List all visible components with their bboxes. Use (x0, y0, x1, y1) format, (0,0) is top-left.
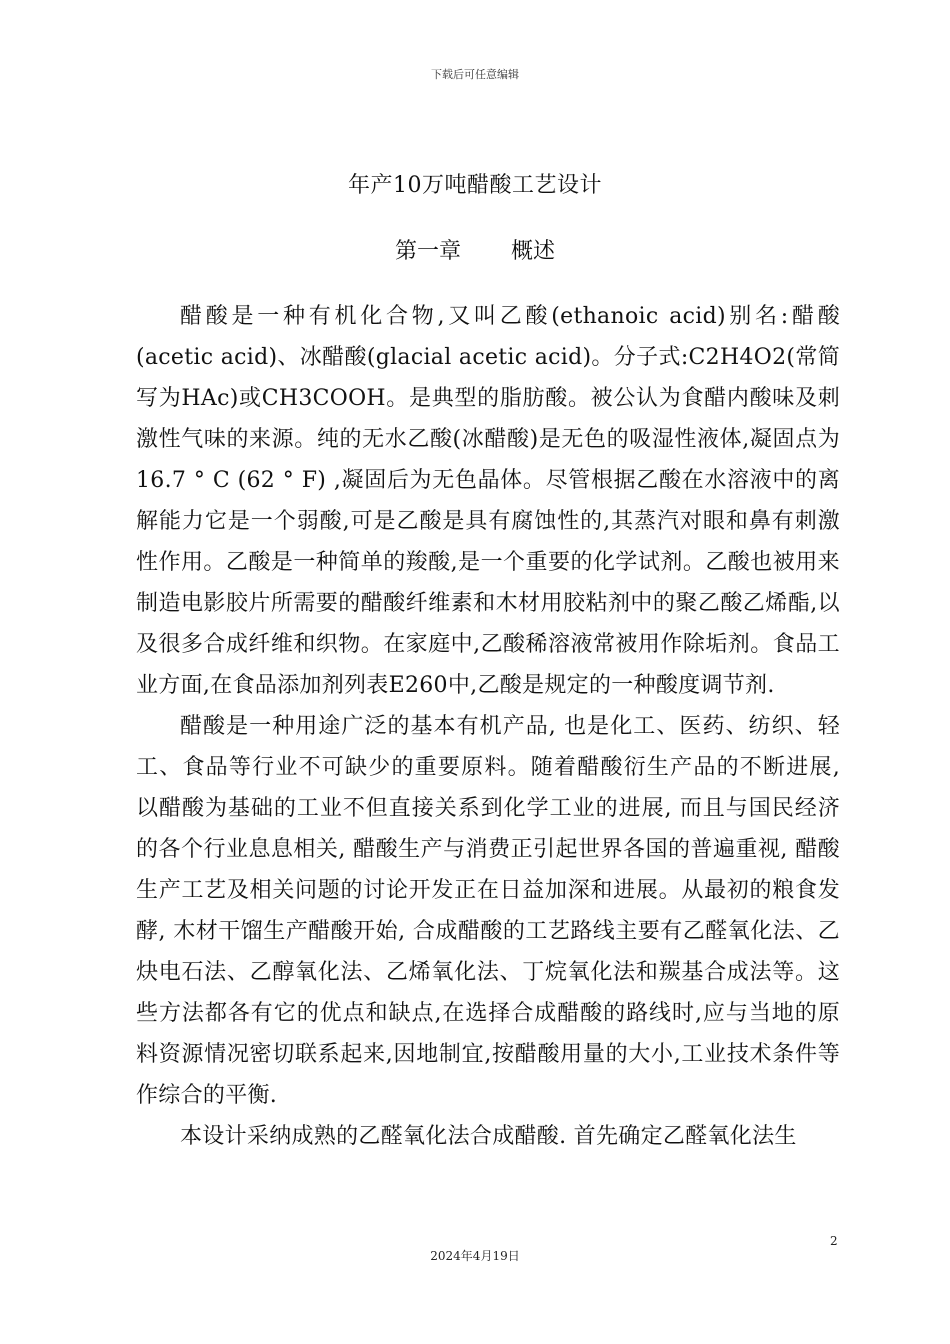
paragraph: 醋酸是一种用途广泛的基本有机产品, 也是化工、医药、纺织、轻工、食品等行业不可缺少的重要原料。随着醋酸衍生产品的不断进展, 以醋酸为基础的工业不但直接关系到化学工业的进展, 而且与国民经济的各个行业息息相关, 醋酸生产与消费正引起世界各国的普遍重视, 醋酸生产工艺及相关问题的讨论开发正在日益加深和进展。从最初的粮食发酵, 木材干馏生产醋酸开始, 合成醋酸的工艺路线主要有乙醛氧化法、乙炔电石法、乙醇氧化法、乙烯氧化法、丁烷氧化法和羰基合成法等。这些方法都各有它的优点和缺点,在选择合成醋酸的路线时,应与当地的原料资源情况密切联系起来,因地制宜,按醋酸用量的大小,工业技术条件等作综合的平衡. (136, 714, 840, 1108)
document-title: 年产10万吨醋酸工艺设计 (348, 173, 602, 198)
chapter-title: 第一章 概述 (395, 239, 555, 264)
paragraph: 本设计采纳成熟的乙醛氧化法合成醋酸. 首先确定乙醛氧化法生 (180, 1124, 797, 1149)
page-number: 2 (830, 1234, 838, 1248)
paragraph: 醋酸是一种有机化合物,又叫乙酸(ethanoic acid)别名:醋酸(acetic acid)、冰醋酸(glacial acetic acid)。分子式:C2H4O2(常简写为HAc)或CH3COOH。是典型的脂肪酸。被公认为食醋内酸味及刺激性气味的来源。纯的无水乙酸(冰醋酸)是无色的吸湿性液体,凝固点为16.7 ° C (62 ° F) ,凝固后为无色晶体。尽管根据乙酸在水溶液中的离解能力它是一个弱酸,可是乙酸是具有腐蚀性的,其蒸汽对眼和鼻有刺激性作用。乙酸是一种简单的羧酸,是一个重要的化学试剂。乙酸也被用来制造电影胶片所需要的醋酸纤维素和木材用胶粘剂中的聚乙酸乙烯酯,以及很多合成纤维和织物。在家庭中,乙酸稀溶液常被用作除垢剂。食品工业方面,在食品添加剂列表E260中,乙酸是规定的一种酸度调节剂. (136, 304, 840, 698)
document-body (136, 296, 840, 1157)
header-note: 下载后可任意编辑 (431, 68, 519, 81)
footer-date: 2024年4月19日 (430, 1249, 520, 1263)
